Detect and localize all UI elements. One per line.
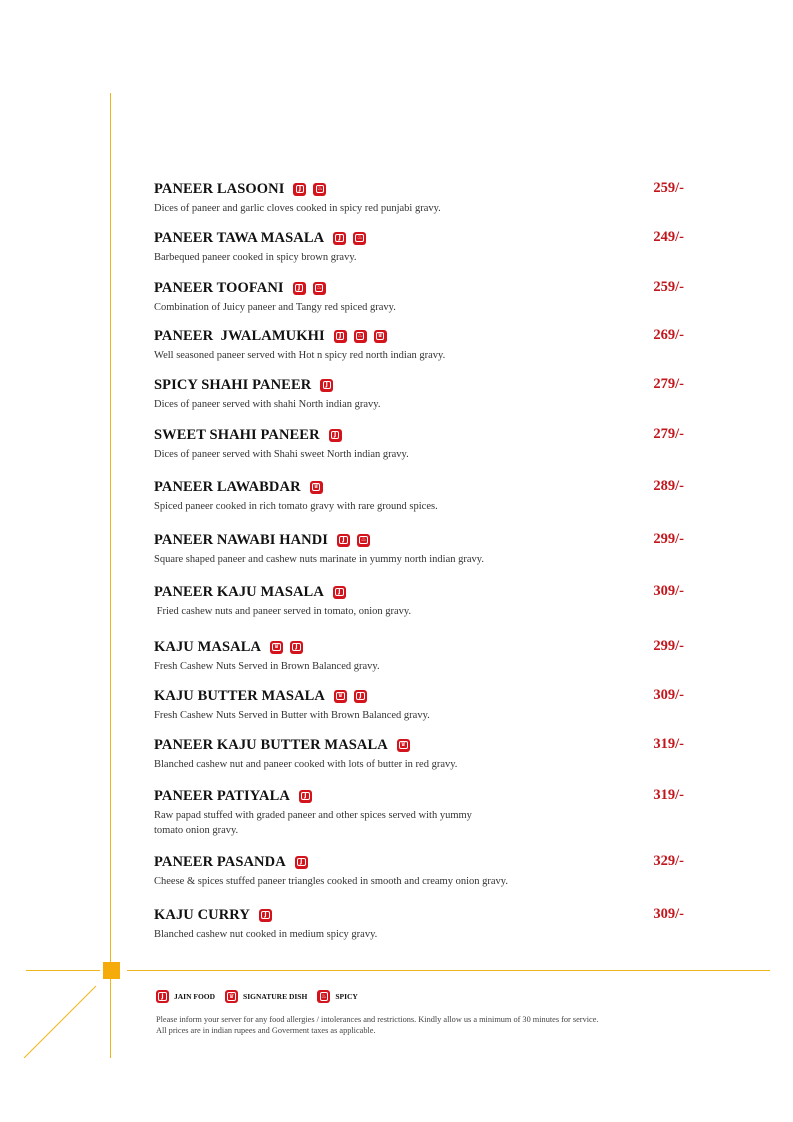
menu-item	[154, 278, 684, 315]
spicy-icon: ♨	[313, 282, 326, 295]
spicy-icon: ♨	[313, 183, 326, 196]
dish-price: 319/-	[653, 736, 684, 752]
signature-dish-icon: ♛	[225, 990, 238, 1003]
dish-icons	[293, 282, 326, 295]
dish-icons	[333, 586, 346, 599]
dish-name: KAJU BUTTER MASALA	[154, 687, 325, 704]
horizontal-accent-line-right	[127, 970, 770, 971]
price-note: All prices are in indian rupees and Goverment taxes as applicable.	[156, 1026, 376, 1035]
jain-food-icon: J	[329, 429, 342, 442]
dish-price: 249/-	[653, 229, 684, 245]
dish-price: 259/-	[653, 279, 684, 295]
dish-icons	[334, 690, 367, 703]
menu-item	[154, 425, 684, 462]
jain-food-icon: J	[295, 856, 308, 869]
jain-food-icon: J	[290, 641, 303, 654]
dish-name: PANEER PATIYALA	[154, 787, 290, 804]
dish-icons	[293, 183, 326, 196]
dish-price: 329/-	[653, 853, 684, 869]
icon-legend	[156, 990, 368, 1003]
dish-icons	[295, 856, 308, 869]
allergy-note: Please inform your server for any food allergies / intolerances and restrictions. Kindly allow us a minimum of 30 minutes for service.	[156, 1015, 599, 1024]
dish-description: Dices of paneer and garlic cloves cooked in spicy red punjabi gravy.	[154, 203, 441, 214]
dish-name: SPICY SHAHI PANEER	[154, 376, 312, 393]
menu-item	[154, 375, 684, 412]
menu-item	[154, 582, 684, 619]
dish-description: Raw papad stuffed with graded paneer and other spices served with yummy tomato onion gravy.	[154, 810, 472, 836]
dish-description: Blanched cashew nut cooked in medium spicy gravy.	[154, 929, 378, 940]
jain-food-icon: J	[293, 183, 306, 196]
dish-name: PANEER JWALAMUKHI	[154, 327, 325, 344]
jain-food-icon: J	[333, 232, 346, 245]
vertical-accent-line	[110, 93, 111, 1058]
dish-icons	[320, 379, 333, 392]
legend-spicy-label: SPICY	[335, 992, 358, 1001]
legend-signature-label: SIGNATURE DISH	[243, 992, 308, 1001]
menu-item	[154, 905, 684, 942]
dish-name: PANEER TAWA MASALA	[154, 229, 325, 246]
jain-food-icon: J	[293, 282, 306, 295]
spicy-icon: ♨	[353, 232, 366, 245]
jain-food-icon: J	[333, 586, 346, 599]
jain-food-icon: J	[354, 690, 367, 703]
dish-description: Dices of paneer served with shahi North indian gravy.	[154, 399, 381, 410]
jain-food-icon: J	[320, 379, 333, 392]
dish-icons	[310, 481, 323, 494]
signature-dish-icon: ♛	[310, 481, 323, 494]
dish-name: KAJU MASALA	[154, 638, 262, 655]
menu-item	[154, 477, 684, 514]
spicy-icon: ♨	[354, 330, 367, 343]
dish-price: 299/-	[653, 638, 684, 654]
dish-price: 309/-	[653, 906, 684, 922]
dish-name: PANEER NAWABI HANDI	[154, 531, 329, 548]
menu-item	[154, 228, 684, 265]
dish-description: Square shaped paneer and cashew nuts marinate in yummy north indian gravy.	[154, 554, 484, 565]
dish-name: PANEER KAJU MASALA	[154, 583, 324, 600]
menu-item	[154, 530, 684, 567]
accent-square	[103, 962, 120, 979]
dish-price: 279/-	[653, 376, 684, 392]
dish-price: 269/-	[653, 327, 684, 343]
dish-name: PANEER KAJU BUTTER MASALA	[154, 736, 388, 753]
dish-price: 319/-	[653, 787, 684, 803]
dish-price: 299/-	[653, 531, 684, 547]
dish-description: Dices of paneer served with Shahi sweet North indian gravy.	[154, 449, 409, 460]
menu-item	[154, 686, 684, 723]
legend-jain-label: JAIN FOOD	[174, 992, 216, 1001]
dish-name: PANEER LASOONI	[154, 180, 285, 197]
diagonal-accent-line	[0, 980, 100, 1060]
spicy-icon: ♨	[317, 990, 330, 1003]
dish-price: 259/-	[653, 180, 684, 196]
dish-description: Barbequed paneer cooked in spicy brown gravy.	[154, 252, 357, 263]
menu-item	[154, 637, 684, 674]
menu-item	[154, 179, 684, 216]
jain-food-icon: J	[259, 909, 272, 922]
signature-dish-icon: ♛	[374, 330, 387, 343]
dish-icons	[333, 232, 366, 245]
signature-dish-icon: ♛	[270, 641, 283, 654]
dish-icons	[299, 790, 312, 803]
dish-description: Fresh Cashew Nuts Served in Brown Balanced gravy.	[154, 661, 380, 672]
signature-dish-icon: ♛	[334, 690, 347, 703]
menu-item	[154, 735, 684, 772]
dish-name: PANEER LAWABDAR	[154, 478, 301, 495]
menu-item	[154, 786, 684, 838]
dish-icons	[334, 330, 387, 343]
dish-icons	[270, 641, 303, 654]
dish-price: 289/-	[653, 478, 684, 494]
jain-food-icon: J	[337, 534, 350, 547]
jain-food-icon: J	[299, 790, 312, 803]
dish-name: KAJU CURRY	[154, 906, 250, 923]
dish-price: 309/-	[653, 687, 684, 703]
dish-price: 309/-	[653, 583, 684, 599]
dish-icons	[259, 909, 272, 922]
menu-item	[154, 852, 684, 889]
dish-name: PANEER TOOFANI	[154, 279, 284, 296]
dish-price: 279/-	[653, 426, 684, 442]
dish-description: Blanched cashew nut and paneer cooked with lots of butter in red gravy.	[154, 759, 458, 770]
dish-icons	[397, 739, 410, 752]
dish-description: Fresh Cashew Nuts Served in Butter with Brown Balanced gravy.	[154, 710, 430, 721]
jain-food-icon: J	[156, 990, 169, 1003]
dish-description: Fried cashew nuts and paneer served in tomato, onion gravy.	[154, 606, 412, 617]
dish-description: Cheese & spices stuffed paneer triangles cooked in smooth and creamy onion gravy.	[154, 876, 508, 887]
jain-food-icon: J	[334, 330, 347, 343]
menu-item	[154, 326, 684, 363]
dish-name: SWEET SHAHI PANEER	[154, 426, 320, 443]
dish-icons	[329, 429, 342, 442]
dish-description: Well seasoned paneer served with Hot n spicy red north indian gravy.	[154, 350, 446, 361]
footer-notes	[156, 1014, 716, 1036]
dish-description: Spiced paneer cooked in rich tomato gravy with rare ground spices.	[154, 501, 438, 512]
spicy-icon: ♨	[357, 534, 370, 547]
dish-icons	[337, 534, 370, 547]
horizontal-accent-line-left	[26, 970, 100, 971]
dish-description: Combination of Juicy paneer and Tangy red spiced gravy.	[154, 302, 396, 313]
signature-dish-icon: ♛	[397, 739, 410, 752]
dish-name: PANEER PASANDA	[154, 853, 286, 870]
